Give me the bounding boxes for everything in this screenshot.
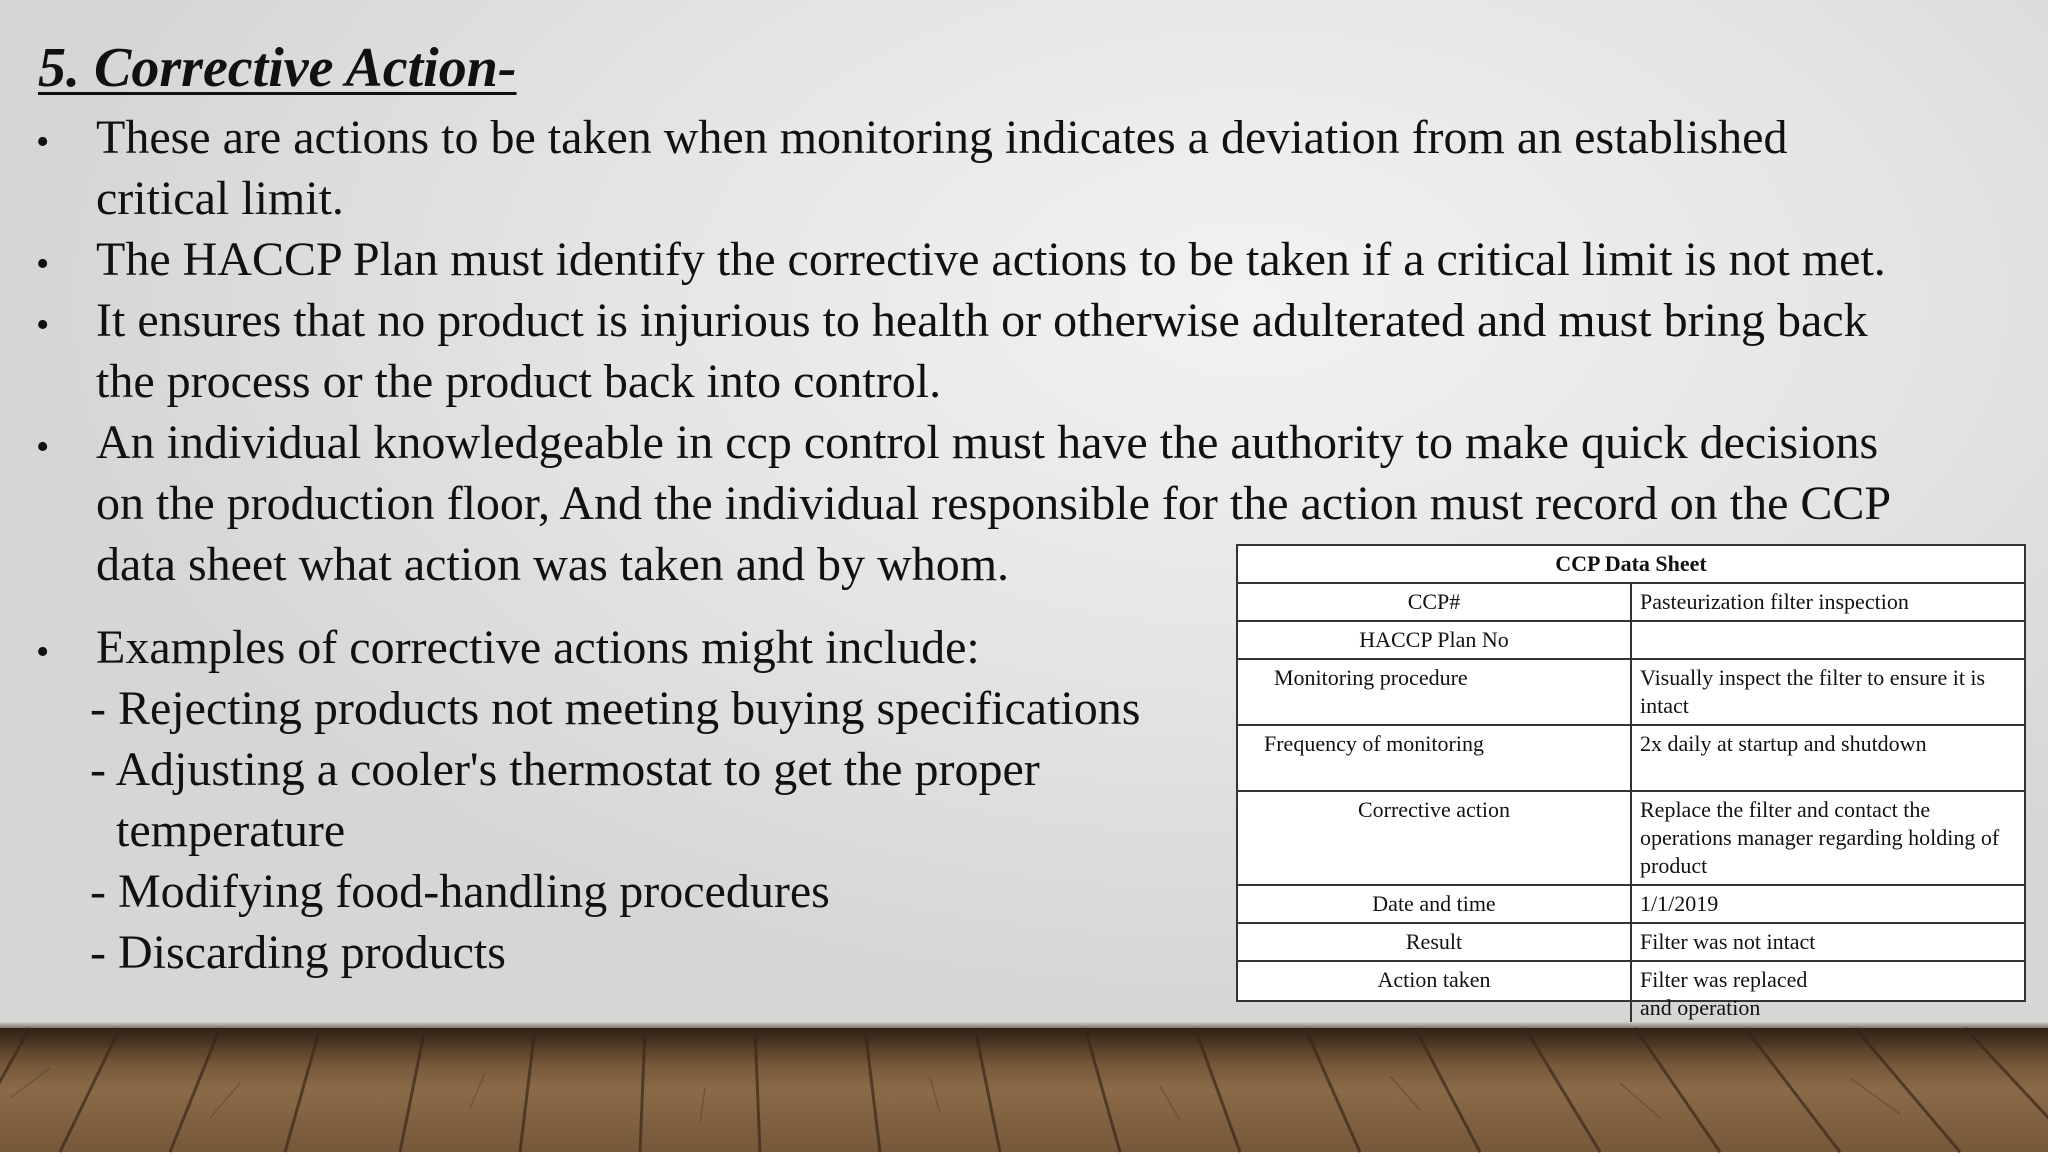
- bullet-icon: •: [36, 426, 50, 468]
- row-label: Result: [1238, 923, 1631, 961]
- row-value: Filter was replaced and operation: [1631, 961, 2024, 1083]
- bullet-1-line-2: critical limit.: [96, 172, 344, 225]
- bullet-4-line-2: on the production floor, And the individual responsible for the action must record on the CCP: [96, 477, 1892, 530]
- row-value: Filter was not intact: [1631, 923, 2024, 961]
- table-row: [1238, 583, 2024, 621]
- table-row: [1238, 791, 2024, 885]
- row-value: Visually inspect the filter to ensure it is intact: [1631, 659, 2024, 725]
- bullet-2-line-1: The HACCP Plan must identify the corrective actions to be taken if a critical limit is not met.: [96, 233, 1886, 286]
- row-label: Date and time: [1238, 885, 1631, 923]
- slide-title: 5. Corrective Action-: [38, 37, 517, 99]
- table-row: [1238, 659, 2024, 725]
- bullet-3-line-1: It ensures that no product is injurious to health or otherwise adulterated and must bring back: [96, 294, 1868, 347]
- bullet-icon: •: [36, 243, 50, 285]
- bullet-3-line-2: the process or the product back into control.: [96, 355, 942, 408]
- ccp-data-sheet-table: [1236, 544, 2026, 1020]
- row-value: Pasteurization filter inspection: [1631, 583, 2024, 621]
- row-label: Frequency of monitoring: [1238, 725, 1631, 791]
- table-row: [1238, 725, 2024, 791]
- bullet-4-line-1: An individual knowledgeable in ccp control must have the authority to make quick decisions: [96, 416, 1879, 469]
- row-value: Replace the filter and contact the operations manager regarding holding of product: [1631, 791, 2024, 885]
- row-label: Corrective action: [1238, 791, 1631, 885]
- bullet-icon: •: [36, 631, 50, 673]
- wood-floor-decoration: [0, 1028, 2048, 1152]
- bullet-icon: •: [36, 304, 50, 346]
- table-row: [1238, 885, 2024, 923]
- row-value: [1631, 621, 2024, 659]
- row-value: 1/1/2019: [1631, 885, 2024, 923]
- table-title: CCP Data Sheet: [1238, 546, 2024, 583]
- table-row: [1238, 923, 2024, 961]
- bullet-5-line-1: Examples of corrective actions might include:: [96, 621, 980, 674]
- example-item-continued: temperature: [116, 804, 346, 857]
- table-row: [1238, 621, 2024, 659]
- row-label: HACCP Plan No: [1238, 621, 1631, 659]
- example-item: - Modifying food-handling procedures: [90, 865, 830, 918]
- row-value: 2x daily at startup and shutdown: [1631, 725, 2024, 791]
- bullet-icon: •: [36, 121, 50, 163]
- row-label: Action taken: [1238, 961, 1631, 1083]
- example-item: - Rejecting products not meeting buying specifications: [90, 682, 1141, 735]
- example-item: - Adjusting a cooler's thermostat to get the proper: [90, 743, 1040, 796]
- wood-planks-graphic: [0, 1028, 2048, 1152]
- example-item: - Discarding products: [90, 926, 506, 979]
- row-label: Monitoring procedure: [1238, 659, 1631, 725]
- row-label: CCP#: [1238, 583, 1631, 621]
- bullet-1-line-1: These are actions to be taken when monitoring indicates a deviation from an established: [96, 111, 1788, 164]
- bullet-4-line-3: data sheet what action was taken and by whom.: [96, 538, 1010, 591]
